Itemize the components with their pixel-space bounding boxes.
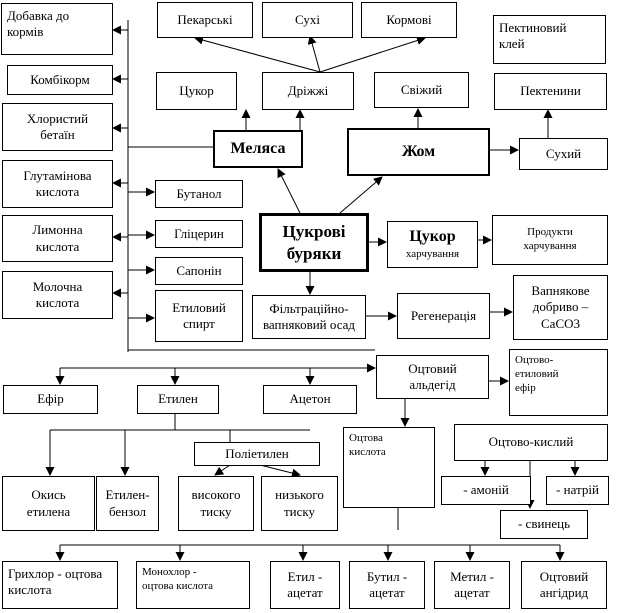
node-kombikorm: Комбікорм xyxy=(7,65,113,95)
node-okis: Окись етилена xyxy=(2,476,95,531)
node-osad: Фільтраційно- вапняковий осад xyxy=(252,295,366,339)
node-pektenini: Пектенини xyxy=(494,73,607,110)
node-metil-acetat: Метил - ацетат xyxy=(434,561,510,609)
node-octova: Оцтова кислота xyxy=(343,427,435,508)
node-suhi: Сухі xyxy=(262,2,353,38)
node-svinec: - свинець xyxy=(500,510,588,539)
node-pekarski: Пекарські xyxy=(157,2,253,38)
node-suhiy: Сухий xyxy=(519,138,608,170)
node-butil-acetat: Бутил - ацетат xyxy=(349,561,425,609)
node-vapnyakove: Вапнякове добриво – CaCO3 xyxy=(513,275,608,340)
node-drizhi: Дріжжі xyxy=(262,72,354,110)
node-regeneraciya: Регенерація xyxy=(397,293,490,339)
node-etiloviy-efir: Оцтово- етиловий ефір xyxy=(509,349,608,416)
node-monohlor: Монохлор - оцтова кислота xyxy=(136,561,250,609)
node-zhom: Жом xyxy=(347,128,490,176)
node-limonna: Лимонна кислота xyxy=(2,215,113,262)
node-nyzkogo: низького тиску xyxy=(261,476,338,531)
node-cukor-top: Цукор xyxy=(156,72,237,110)
node-aceton: Ацетон xyxy=(263,385,357,414)
node-betain: Хлористий бетаїн xyxy=(2,103,113,151)
node-glicerin: Гліцерин xyxy=(155,220,243,248)
node-cukor-main-label: Цукор xyxy=(409,228,456,246)
node-etilen: Етилен xyxy=(137,385,219,414)
node-molochna: Молочна кислота xyxy=(2,271,113,319)
node-melyasa: Меляса xyxy=(213,130,303,168)
node-saponin: Сапонін xyxy=(155,257,243,285)
node-cukor-main xyxy=(387,221,478,268)
node-etilenbenzol: Етилен- бензол xyxy=(96,476,159,531)
node-angidrid: Оцтовий ангідрид xyxy=(521,561,607,609)
node-trihlor: Грихлор - оцтова кислота xyxy=(2,561,118,609)
node-glutamin: Глутамінова кислота xyxy=(2,160,113,208)
node-etanol: Етиловий спирт xyxy=(155,290,243,342)
node-aldegid: Оцтовий альдегід xyxy=(376,355,489,399)
node-kormovi: Кормові xyxy=(361,2,457,38)
node-pektinoviy: Пектиновий клей xyxy=(493,15,606,64)
node-dobavka: Добавка до кормів xyxy=(1,3,113,55)
node-svizhiy: Свіжий xyxy=(374,72,469,108)
node-produkty: Продукти харчування xyxy=(492,215,608,265)
node-butanol: Бутанол xyxy=(155,180,243,208)
node-amoniy: - амоній xyxy=(441,476,531,505)
node-etil-acetat: Етил - ацетат xyxy=(270,561,340,609)
node-octovo-kysliy: Оцтово-кислий xyxy=(454,424,608,461)
node-vysokogo: високого тиску xyxy=(178,476,254,531)
node-polietilen: Поліетилен xyxy=(194,442,320,466)
node-buryaky: Цукрові буряки xyxy=(259,213,369,272)
node-efir: Ефір xyxy=(3,385,98,414)
node-cukor-main-sublabel: харчування xyxy=(405,248,460,261)
node-natriy: - натрій xyxy=(546,476,609,505)
